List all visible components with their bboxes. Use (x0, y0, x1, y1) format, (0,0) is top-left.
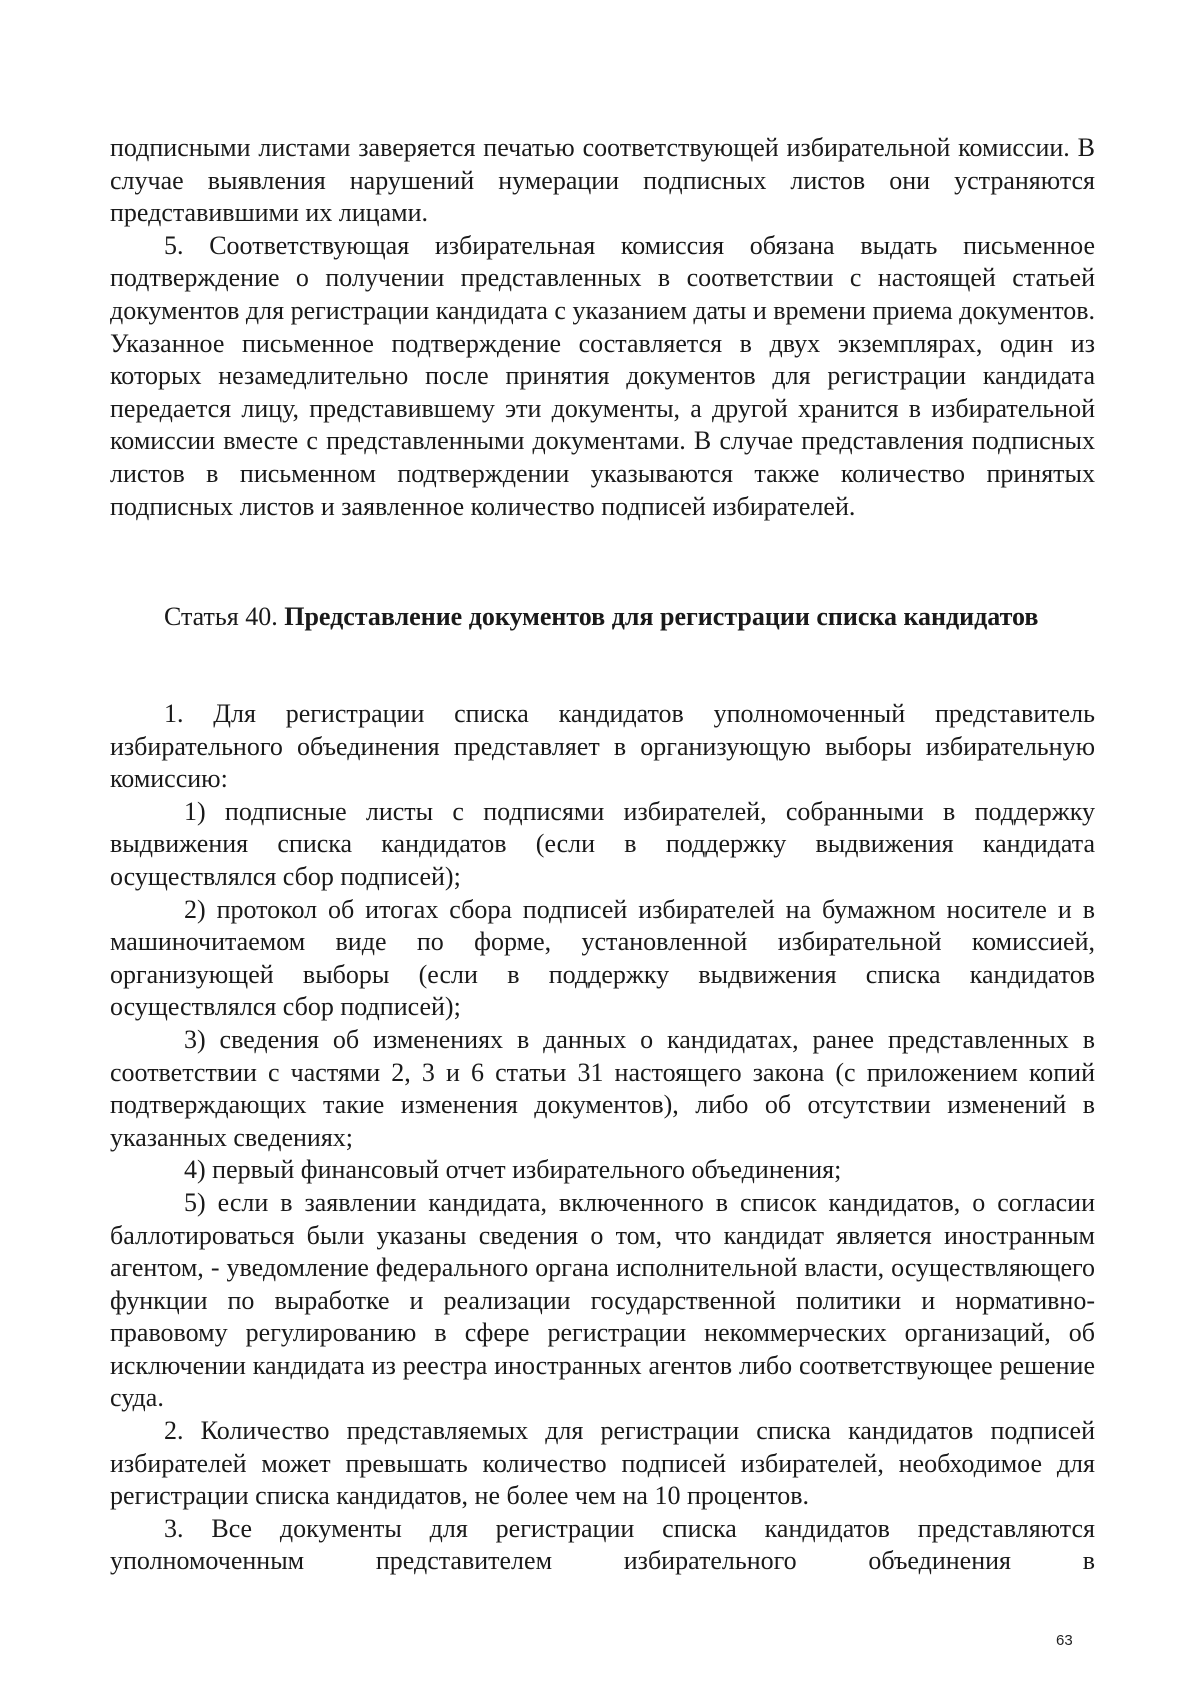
paragraph-item-2: 2. Количество представляемых для регистрации списка кандидатов подписей избирателей может превышать количество подписей избирателей, необходимое для регистрации списка кандидатов, не более чем на 10 процентов. (110, 1416, 1095, 1511)
top-text-block (110, 132, 1095, 523)
paragraph-item-3: 3. Все документы для регистрации списка кандидатов представляются уполномоченным представителем избирательного объединения в (110, 1513, 1095, 1576)
subitem-2: 2) протокол об итогах сбора подписей избирателей на бумажном носителе и в машиночитаемом виде по форме, установленной избирательной комиссией, организующей выборы (если в поддержку выдвижения списка кандидатов осуществлялся сбор подписей); (110, 894, 1095, 1022)
article-heading (110, 600, 1095, 633)
page-number: 63 (1056, 1632, 1073, 1649)
paragraph-item-1: 1. Для регистрации списка кандидатов уполномоченный представитель избирательного объединения представляет в организующую выборы избирательную комиссию: (110, 699, 1095, 794)
paragraph-continuation: подписными листами заверяется печатью соответствующей избирательной комиссии. В случае выявления нарушений нумерации подписных листов они устраняются представившими их лицами. (110, 133, 1095, 228)
article-number: Статья 40. (164, 602, 278, 631)
subitem-3: 3) сведения об изменениях в данных о кандидатах, ранее представленных в соответствии с частями 2, 3 и 6 статьи 31 настоящего закона (с приложением копий подтверждающих такие изменения документов), либо об отсутствии изменений в указанных сведениях; (110, 1024, 1095, 1152)
paragraph-item-5: 5. Соответствующая избирательная комиссия обязана выдать письменное подтверждение о получении представленных в соответствии с настоящей статьей документов для регистрации кандидата с указанием даты и времени приема документов. Указанное письменное подтверждение составляется в двух экземплярах, один из которых незамедлительно после принятия документов для регистрации кандидата передается лицу, представившему эти документы, а другой хранится в избирательной комиссии вместе с представленными документами. В случае представления подписных листов в письменном подтверждении указываются также количество принятых подписных листов и заявленное количество подписей избирателей. (110, 230, 1095, 521)
subitem-4: 4) первый финансовый отчет избирательного объединения; (184, 1155, 842, 1185)
body-text-block (110, 698, 1095, 1578)
article-title: Представление документов для регистрации списка кандидатов (284, 602, 1039, 631)
subitem-5: 5) если в заявлении кандидата, включенного в список кандидатов, о согласии баллотироваться были указаны сведения о том, что кандидат является иностранным агентом, - уведомление федерального органа исполнительной власти, осуществляющего функции по выработке и реализации государственной политики и нормативно-правовому регулированию в сфере регистрации некоммерческих организаций, об исключении кандидата из реестра иностранных агентов либо соответствующее решение суда. (110, 1187, 1095, 1413)
subitem-1: 1) подписные листы с подписями избирателей, собранными в поддержку выдвижения списка кандидатов (если в поддержку выдвижения кандидата осуществлялся сбор подписей); (110, 796, 1095, 891)
